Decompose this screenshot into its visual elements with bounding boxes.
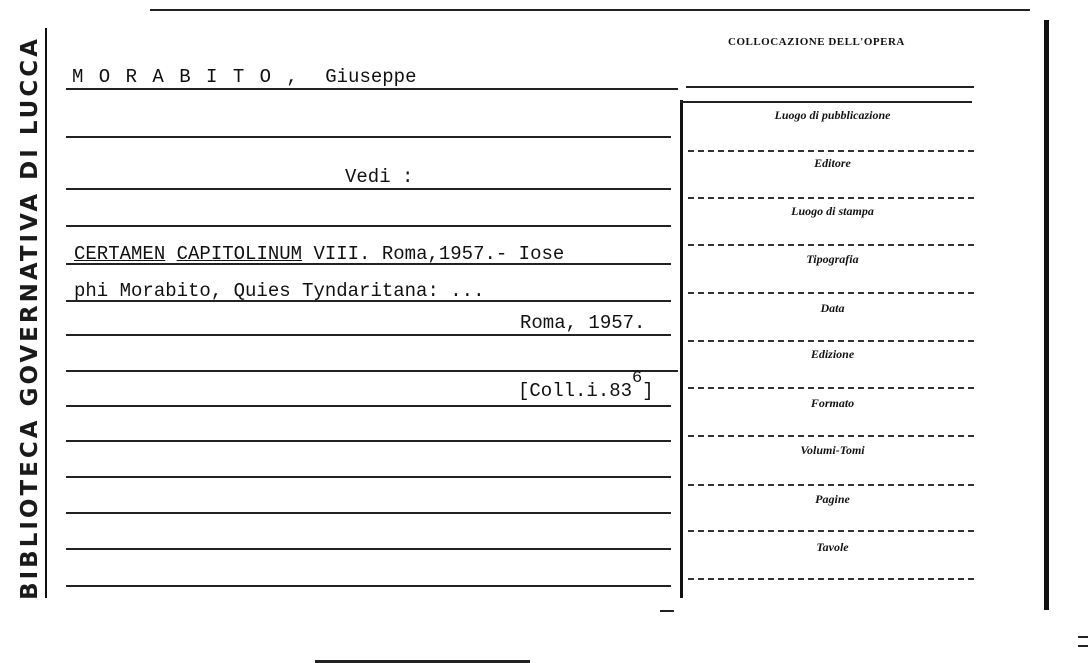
rule-12 [66,512,671,514]
field-rule-5 [688,340,974,342]
field-rule-9 [688,530,974,532]
entry-title-rest: VIII. Roma,1957.- Iose [313,243,565,265]
top-border [150,9,1030,11]
right-card-edge [1044,20,1049,610]
library-stamp: BIBLIOTECA GOVERNATIVA DI LUCCA [17,36,43,600]
field-plates: Tavole [816,540,849,554]
see-reference: Vedi : [345,166,414,188]
entry-title-word-2: CAPITOLINUM [176,243,303,265]
shelfmark-close: ] [642,380,654,402]
field-rule-7 [688,435,974,437]
field-publisher: Editore [814,156,851,170]
scan-mark-2 [1078,645,1088,647]
field-rule-6 [688,387,974,389]
field-rule-2 [688,197,974,199]
entry-line-2: phi Morabito, Quies Tyndaritana: ... [74,280,485,302]
rule-9 [66,405,671,407]
field-pages: Pagine [815,492,850,506]
field-rule-8 [688,484,974,486]
author-heading [72,66,416,88]
rule-3 [66,188,671,190]
shelfmark [518,369,654,402]
rule-13 [66,548,671,550]
field-volumes: Volumi-Tomi [800,443,865,457]
rule-1 [66,88,678,90]
field-rule-3 [688,244,974,246]
author-name: Giuseppe [325,66,417,88]
field-printer: Tipografia [806,252,859,266]
field-rule-1 [688,150,974,152]
rule-10 [66,440,671,442]
collocation-title: COLLOCAZIONE DELL'OPERA [728,36,905,48]
field-rule-10 [688,578,974,580]
panel-divider [680,100,683,598]
shelfmark-superscript: 6 [632,369,643,388]
collocation-rule-head [680,101,972,103]
rule-8 [66,370,678,372]
rule-2 [66,136,671,138]
shelfmark-text: [Coll.i.83 [518,380,633,402]
collocation-rule-top [686,86,974,88]
author-surname: M O R A B I T O , [72,66,300,88]
field-place-of-publication: Luogo di pubblicazione [774,108,891,122]
field-rule-4 [688,292,974,294]
rule-14 [66,585,671,587]
scan-mark-1 [1078,636,1088,638]
left-margin-rule [45,28,47,598]
rule-11 [66,476,671,478]
field-date: Data [820,301,845,315]
scan-mark-3 [660,610,674,612]
field-edition: Edizione [810,347,855,361]
field-format: Formato [810,396,855,410]
entry-title-word-1: CERTAMEN [74,243,166,265]
rule-7 [66,334,671,336]
rule-4 [66,225,671,227]
entry-line-1 [74,243,564,265]
entry-line-3: Roma, 1957. [520,312,646,334]
field-place-of-printing: Luogo di stampa [791,204,874,218]
